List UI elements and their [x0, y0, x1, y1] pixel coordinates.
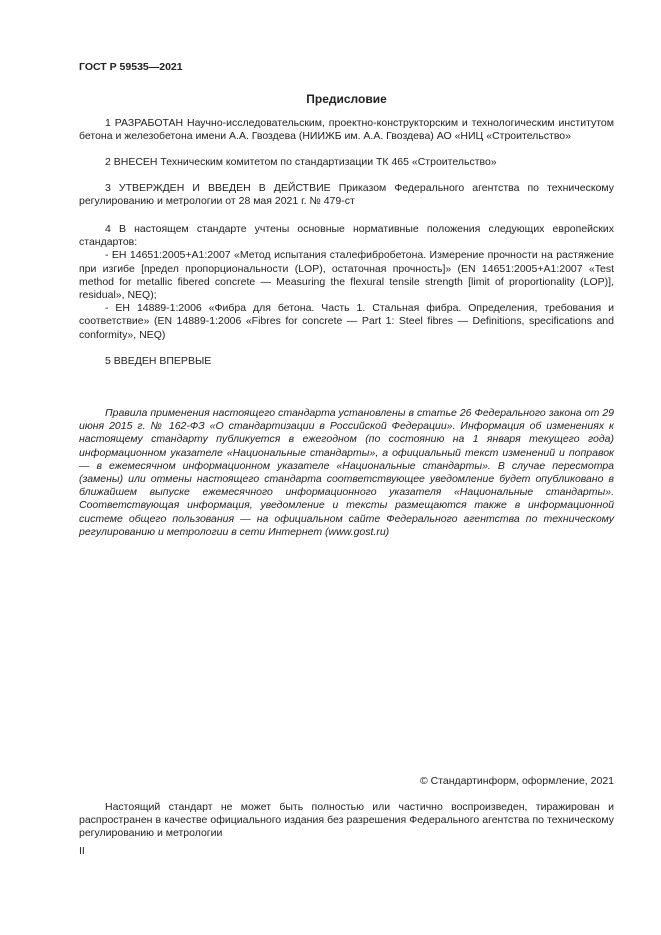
- paragraph-text: 3 УТВЕРЖДЕН И ВВЕДЕН В ДЕЙСТВИЕ Приказом Федерального агентства по техническому регулированию и метрологии от 28 мая 2021 г. № 479-ст: [79, 182, 614, 208]
- copyright-line: © Стандартинформ, оформление, 2021: [419, 775, 614, 787]
- paragraph-first-introduced: [79, 355, 614, 368]
- paragraph-developed-by: [79, 117, 614, 143]
- page-number: II: [79, 845, 85, 857]
- paragraph-european-standards: [79, 223, 614, 342]
- list-item-en-14651: - ЕН 14651:2005+А1:2007 «Метод испытания сталефибробетона. Измерение прочности на растяжение при изгибе [предел пропорциональности (LOP), остаточная прочность]» (EN 14651:2005+A1:2007 «Test method for metallic fibered concrete — Measuring the flexural tensile strength [limit of proportionality (LOP)], residual», NEQ);: [79, 249, 614, 302]
- paragraph-text: 5 ВВЕДЕН ВПЕРВЫЕ: [105, 355, 212, 367]
- document-code: ГОСТ Р 59535—2021: [79, 61, 183, 73]
- list-item-en-14889: - ЕН 14889-1:2006 «Фибра для бетона. Часть 1. Стальная фибра. Определения, требования и соответствие» (EN 14889-1:2006 «Fibres for concrete — Part 1: Steel fibres — Definitions, specifications and conformity», NEQ): [79, 302, 614, 341]
- paragraph-text: 4 В настоящем стандарте учтены основные нормативные положения следующих европейских стандартов:: [79, 223, 614, 249]
- application-rules-note: Правила применения настоящего стандарта установлены в статье 26 Федерального закона от 29 июня 2015 г. № 162-ФЗ «О стандартизации в Российской Федерации». Информация об изменениях к настоящему стандарту публикуется в ежегодном (по состоянию на 1 января текущего года) информационном указателе «Национальные стандарты», а официальный текст изменений и поправок — в ежемесячном информационном указателе «Национальные стандарты». В случае пересмотра (замены) или отмены настоящего стандарта соответствующее уведомление будет опубликовано в ближайшем выпуске ежемесячного информационного указателя «Национальные стандарты». Соответствующая информация, уведомление и тексты размещаются также в информационной системе общего пользования — на официальном сайте Федерального агентства по техническому регулированию и метрологии в сети Интернет (www.gost.ru): [79, 407, 614, 538]
- paragraph-approved: [79, 182, 614, 208]
- paragraph-text: 2 ВНЕСЕН Техническим комитетом по стандартизации ТК 465 «Строительство»: [105, 156, 497, 168]
- paragraph-text: 1 РАЗРАБОТАН Научно-исследовательским, проектно-конструкторским и технологическим институтом бетона и железобетона имени А.А. Гвоздева (НИИЖБ им. А.А. Гвоздева) АО «НИЦ «Строительство»: [79, 117, 614, 143]
- paragraph-introduced-by: [79, 156, 614, 169]
- reproduction-notice: Настоящий стандарт не может быть полностью или частично воспроизведен, тиражирован и распространен в качестве официального издания без разрешения Федерального агентства по техническому регулированию и метрологии: [79, 801, 614, 840]
- section-title: Предисловие: [306, 92, 387, 106]
